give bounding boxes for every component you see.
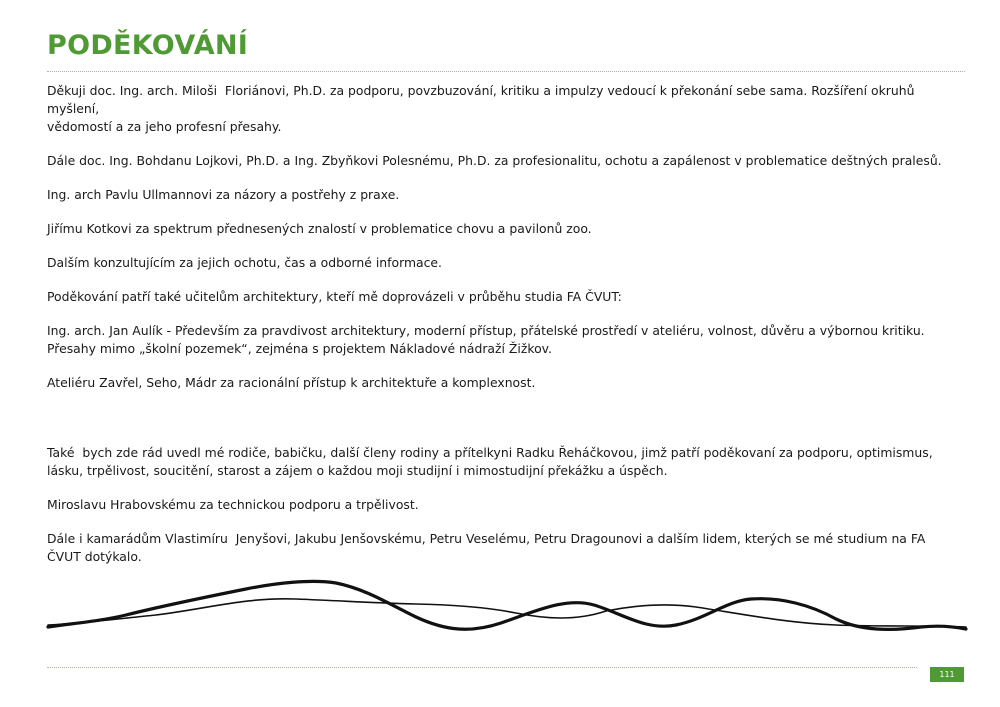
paragraph-ullmann: Ing. arch Pavlu Ullmannovi za názory a postřehy z praxe. [47,187,400,202]
paragraph-kotek: Jiřímu Kotkovi za spektrum přednesených znalostí v problematice chovu a pavilonů zoo. [47,221,592,236]
bottom-divider [47,667,917,668]
page-title: PODĚKOVÁNÍ [47,30,249,61]
hills-illustration [46,575,968,641]
acknowledgements-body [47,82,967,566]
paragraph-family: Také bych zde rád uvedl mé rodiče, babičku, další členy rodiny a přítelkyni Radku Řeháčkovou, jimž patří poděkovaní za podporu, optimismus, lásku, trpělivost, soucitění, starost a zájem o každou moji studijní i mimostudijní překážku a úspěch. [47,445,933,478]
paragraph-hrabovsky: Miroslavu Hrabovskému za technickou podporu a trpělivost. [47,497,419,512]
hills-front-line [48,581,966,629]
page-number-badge: 111 [930,667,964,682]
paragraph-aulik: Ing. arch. Jan Aulík - Především za pravdivost architektury, moderní přístup, přátelské prostředí v ateliéru, volnost, důvěru a výbornou kritiku. Přesahy mimo „školní pozemek“, zejména s projektem Nákladové nádraží Žižkov. [47,323,925,356]
paragraph-teachers: Poděkování patří také učitelům architektury, kteří mě doprovázeli v průběhu studia FA ČVUT: [47,289,622,304]
top-divider [47,71,965,72]
paragraph-lojka-polesny: Dále doc. Ing. Bohdanu Lojkovi, Ph.D. a Ing. Zbyňkovi Polesnému, Ph.D. za profesionalitu, ochotu a zapálenost v problematice deštných pralesů. [47,153,942,168]
paragraph-atelier: Ateliéru Zavřel, Seho, Mádr za racionální přístup k architektuře a komplexnost. [47,375,536,390]
paragraph-friends: Dále i kamarádům Vlastimíru Jenyšovi, Jakubu Jenšovskému, Petru Veselému, Petru Dragounovi a dalším lidem, kterých se mé studium na FA ČVUT dotýkalo. [47,531,926,564]
paragraph-consultants: Dalším konzultujícím za jejich ochotu, čas a odborné informace. [47,255,442,270]
paragraph-florian: Děkuji doc. Ing. arch. Miloši Floriánovi, Ph.D. za podporu, povzbuzování, kritiku a impulzy vedoucí k překonání sebe sama. Rozšíření okruhů myšlení, vědomostí a za jeho profesní přesahy. [47,83,915,134]
